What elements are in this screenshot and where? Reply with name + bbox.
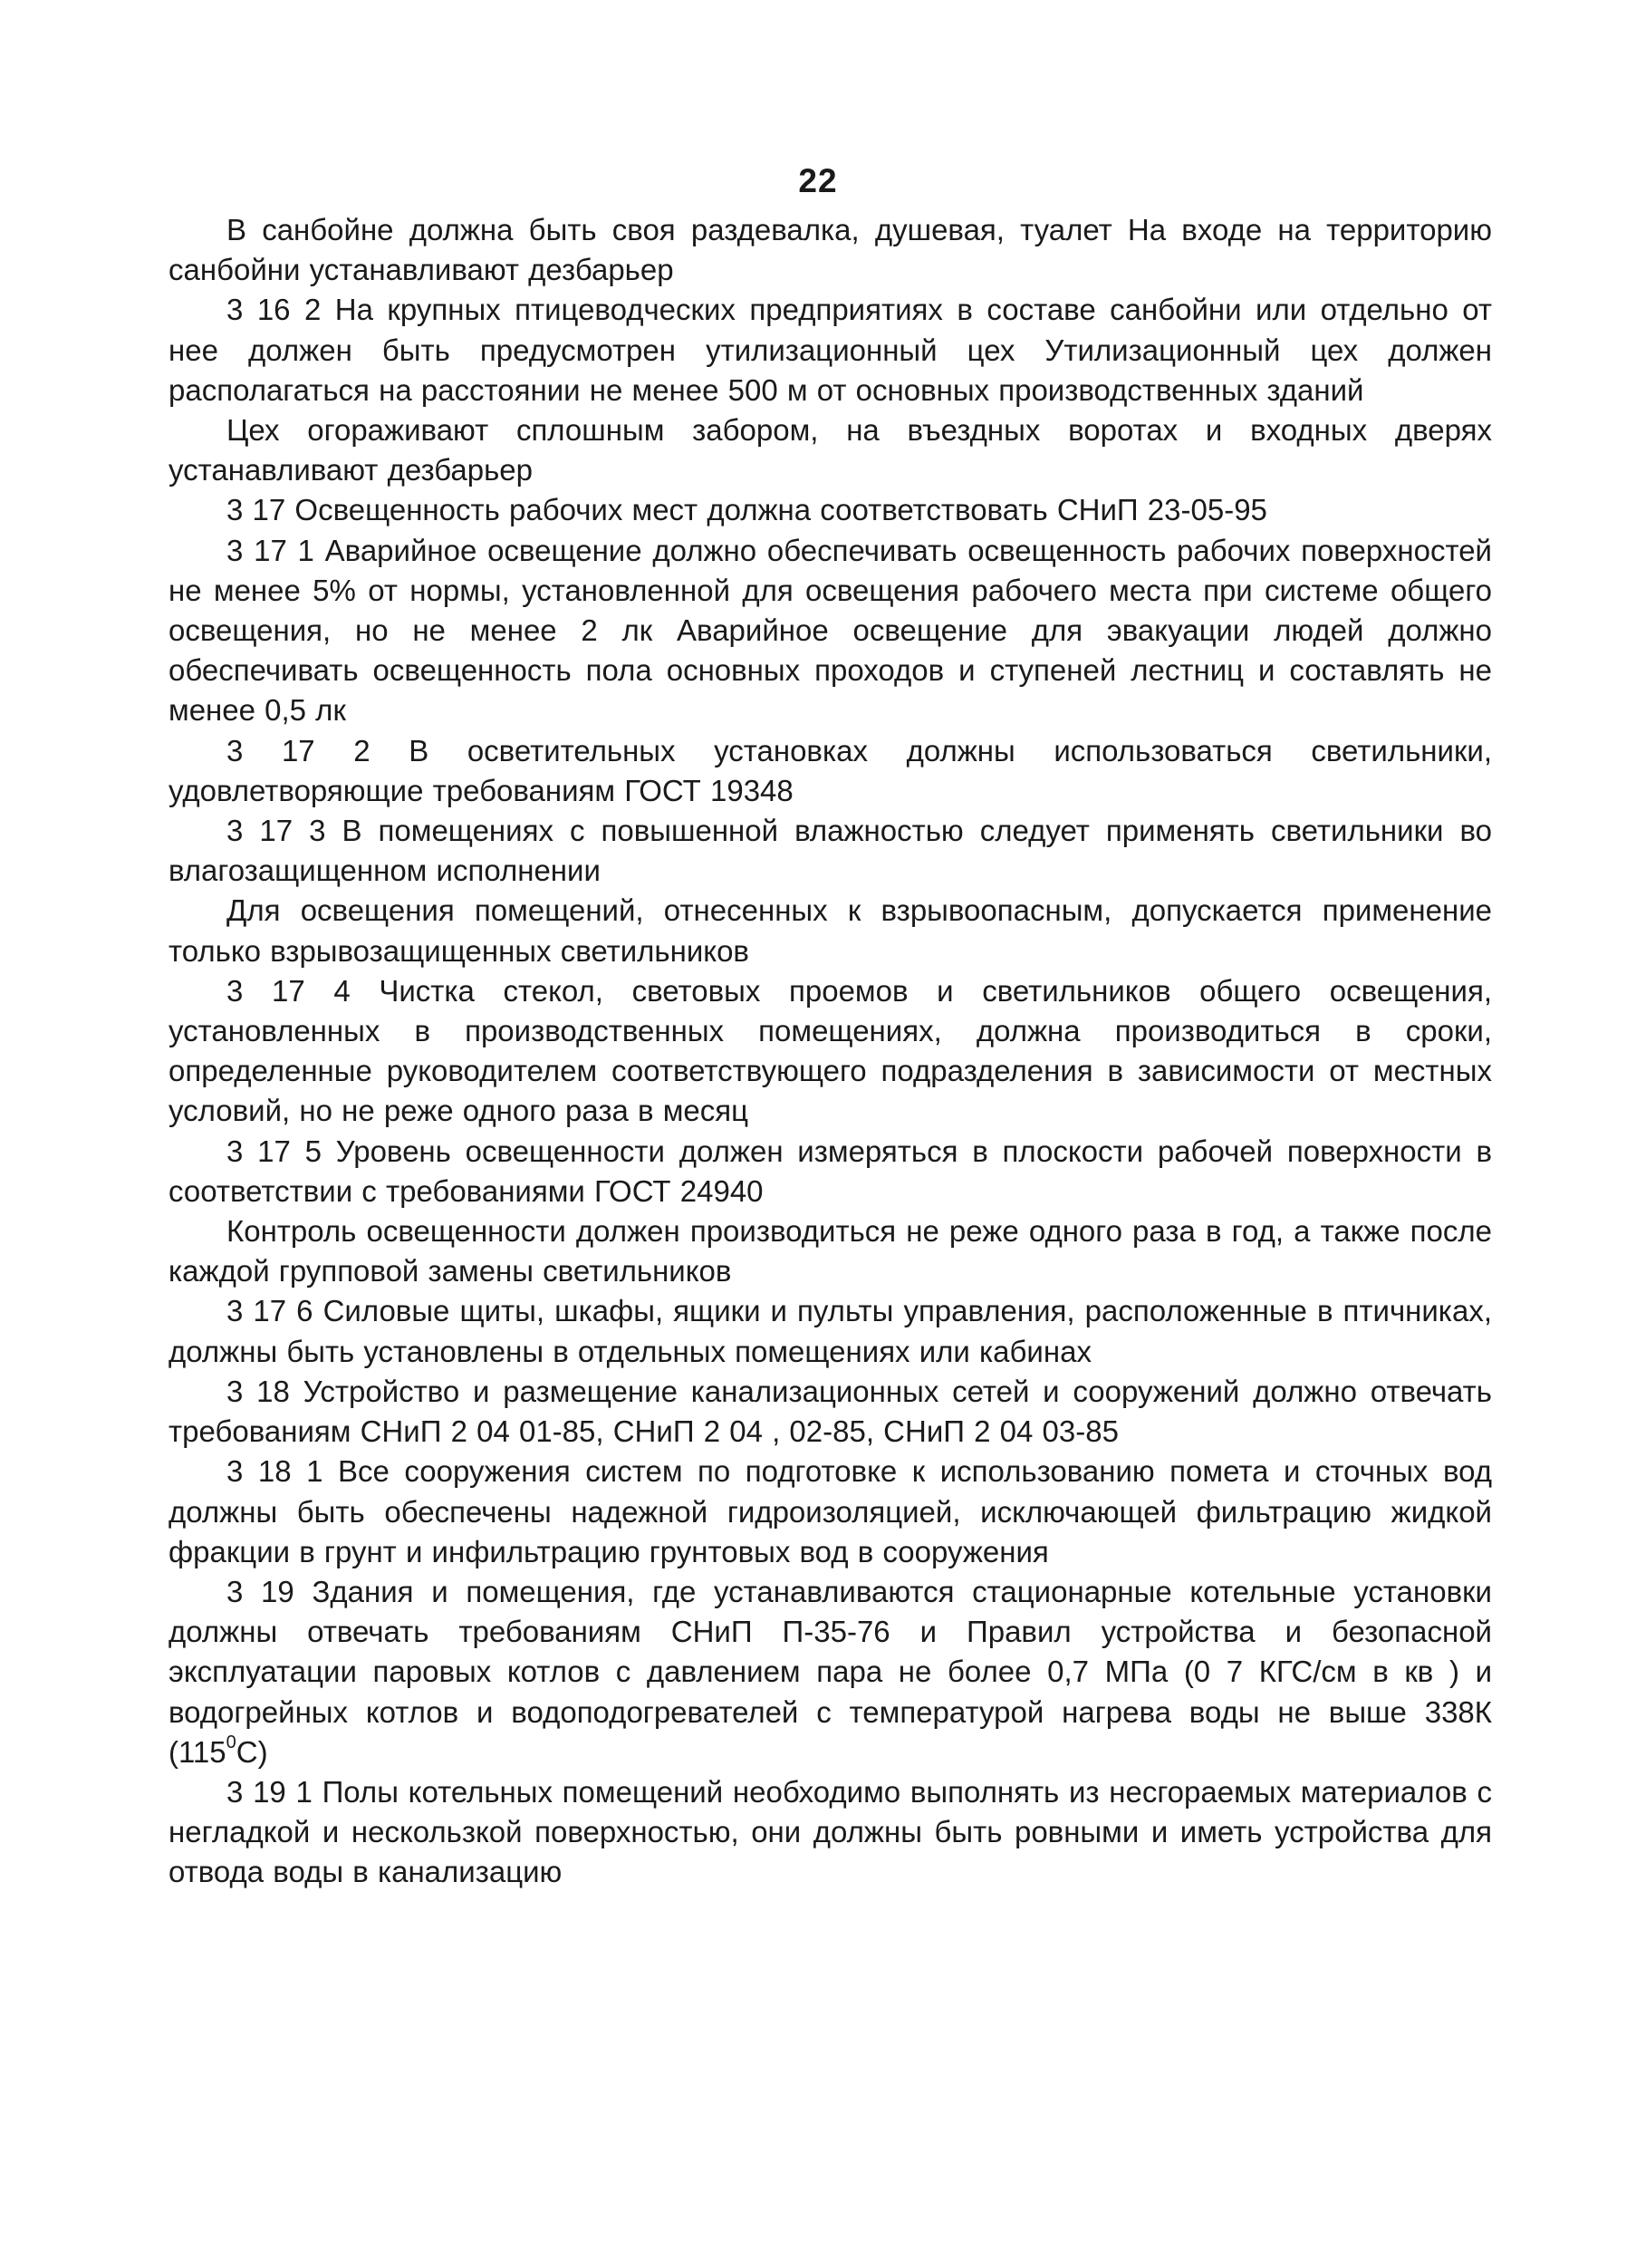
document-body	[168, 210, 1492, 1893]
paragraph-sanboinya: В санбойне должна быть своя раздевалка, душевая, туалет На входе на территорию санбойни устанавливают дезбарьер	[168, 213, 1492, 287]
paragraph-illumination-control: Контроль освещенности должен производиться не реже одного раза в год, а также после каждой групповой замены светильников	[168, 1214, 1492, 1288]
paragraph-3-17-1: 3 17 1 Аварийное освещение должно обеспечивать освещенность рабочих поверхностей не менее 5% от нормы, установленной для освещения рабочего места при системе общего освещения, но не менее 2 лк Аварийное освещение для эвакуации людей должно обеспечивать освещенность пола основных проходов и ступеней лестниц и составлять не менее 0,5 лк	[168, 533, 1492, 728]
paragraph-3-17: 3 17 Освещенность рабочих мест должна соответствовать СНиП 23-05-95	[226, 493, 1267, 527]
paragraph-3-16-2: 3 16 2 На крупных птицеводческих предприятиях в составе санбойни или отдельно от нее должен быть предусмотрен утилизационный цех Утилизационный цех должен располагаться на расстоянии не менее 500 м от основных производственных зданий	[168, 293, 1492, 407]
paragraph-fence: Цех огораживают сплошным забором, на въездных воротах и входных дверях устанавливают дезбарьер	[168, 413, 1492, 487]
paragraph-3-17-2: 3 17 2 В осветительных установках должны использоваться светильники, удовлетворяющие требованиям ГОСТ 19348	[168, 733, 1492, 807]
paragraph-3-17-4: 3 17 4 Чистка стекол, световых проемов и светильников общего освещения, установленных в производственных помещениях, должна производиться в сроки, определенные руководителем соответствующего подразделения в зависимости от местных условий, но не реже одного раза в месяц	[168, 973, 1492, 1128]
paragraph-explosion-proof: Для освещения помещений, отнесенных к взрывоопасным, допускается применение только взрывозащищенных светильников	[168, 893, 1492, 968]
paragraph-3-17-3: 3 17 3 В помещениях с повышенной влажностью следует применять светильники во влагозащищенном исполнении	[168, 814, 1492, 888]
paragraph-3-19	[168, 1572, 1492, 1772]
paragraph-3-19-1: 3 19 1 Полы котельных помещений необходимо выполнять из несгораемых материалов с негладкой и нескользкой поверхностью, они должны быть ровными и иметь устройства для отвода воды в канализацию	[168, 1774, 1492, 1889]
paragraph-3-19-text: 3 19 Здания и помещения, где устанавливаются стационарные котельные установки должны отвечать требованиям СНиП П-35-76 и Правил устройства и безопасной эксплуатации паровых котлов с давлением пара не более 0,7 МПа (0 7 КГС/см в кв ) и водогрейных котлов и водоподогревателей с температурой нагрева воды не выше 338К (115	[168, 1574, 1492, 1769]
paragraph-3-18-1: 3 18 1 Все сооружения систем по подготовке к использованию помета и сточных вод должны быть обеспечены надежной гидроизоляцией, исключающей фильтрацию жидкой фракции в грунт и инфильтрацию грунтовых вод в сооружения	[168, 1454, 1492, 1568]
temperature-closing: С)	[236, 1734, 268, 1769]
paragraph-3-17-5: 3 17 5 Уровень освещенности должен измеряться в плоскости рабочей поверхности в соответствии с требованиями ГОСТ 24940	[168, 1134, 1492, 1208]
paragraph-3-18: 3 18 Устройство и размещение канализационных сетей и сооружений должно отвечать требованиям СНиП 2 04 01-85, СНиП 2 04 , 02-85, СНиП 2 04 03-85	[168, 1374, 1492, 1449]
degree-superscript: 0	[226, 1732, 236, 1752]
page-number: 22	[798, 162, 838, 199]
paragraph-3-17-6: 3 17 6 Силовые щиты, шкафы, ящики и пульты управления, расположенные в птичниках, должны быть установлены в отдельных помещениях или кабинах	[168, 1294, 1492, 1368]
